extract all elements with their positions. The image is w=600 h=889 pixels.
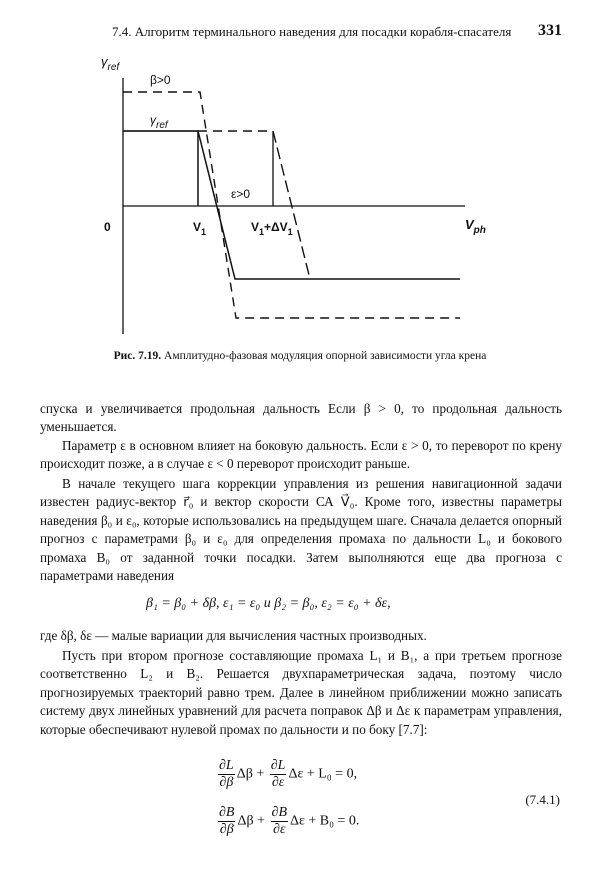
equation-variations: β₁ = β₀ + δβ, ε₁ = ε₀ и β₂ = β₀, ε₂ = ε₀ + δε, (146, 596, 391, 611)
v1-label: $V_1$ (193, 220, 207, 237)
paragraph-2 (40, 437, 562, 474)
reference-curve-solid (123, 131, 198, 206)
fraction-dB-deps: $\frac{\partial B}{\partial\varepsilon}$ (271, 805, 287, 837)
origin-label: 0 (104, 220, 111, 234)
page-number: 331 (538, 22, 562, 39)
paragraph-5 (40, 647, 562, 739)
fraction-dL-deps: $\frac{\partial L}{\partial\varepsilon}$ (270, 758, 286, 790)
paragraph-2-text: Параметр ε в основном влияет на боковую дальность. Если ε > 0, то переворот по крену происходит позже, а в случае ε < 0 переворот происходит раньше. (40, 438, 562, 472)
paragraph-4-text: где δβ, δε — малые вариации для вычисления частных производных. (40, 628, 427, 643)
gamma-label: $\gamma_{ref}$ (150, 113, 168, 131)
fraction-dL-dbeta: $\frac{\partial L}{\partial\beta}$ (219, 758, 234, 790)
paragraph-3-text: В начале текущего шага коррекции управления из решения навигационной задачи известен радиус-вектор r⃗₀ и вектор скорости СА V⃗₀. Кроме того, известны параметры наведения β₀ и ε₀, которые использовались на предыдущем шаге. Сначала делается опорный прогноз с параметрами β₀ и ε₀ для определения промаха по дальности L₀ и бокового промаха B₀ от заданной точки посадки. Затем выполняются еще два прогноза с параметрами наведения (40, 476, 562, 584)
beta-label: β>0 (150, 73, 171, 87)
header-title: 7.4. Алгоритм терминального наведения для посадки корабля-спасателя (112, 24, 512, 39)
caption-label: Рис. 7.19. (113, 350, 162, 362)
equation-number: (7.4.1) (525, 792, 560, 807)
y-axis-label: $\gamma_{ref}$ (101, 54, 120, 73)
caption-text: Амплитудно-фазовая модуляция опорной зависимости угла крена (164, 350, 487, 362)
paragraph-1-text: спуска и увеличивается продольная дальность Если β > 0, то продольная дальность уменьшается. (40, 401, 562, 435)
paragraph-5-text: Пусть при втором прогнозе составляющие промаха L₁ и B₁, а при третьем прогнозе соответственно L₂ и B₂. Решается двухпараметрическая задача, поэтому число прогнозируемых траекторий равно трем. Далее в линейном приближении можно записать систему двух линейных уравнений для расчета поправок Δβ и Δε к параметрам управления, которые обеспечивают нулевой промах по дальности и по боку [7.7]: (40, 648, 562, 737)
paragraph-4 (40, 627, 562, 645)
eps-curve-drop-dashed (273, 131, 310, 279)
eps-label: ε>0 (231, 187, 251, 201)
equation-7-4-1-line2: $\frac{\partial B}{\partial\beta}$ Δβ + $\frac{\partial B}{\partial\varepsilon}$ Δε + B₀ = 0. (219, 805, 360, 837)
x-axis-label: $V_{ph}$ (465, 217, 486, 236)
paragraph-1 (40, 400, 562, 437)
figure-7-19 (0, 0, 600, 350)
equation-7-4-1-line1: $\frac{\partial L}{\partial\beta}$ Δβ + $\frac{\partial L}{\partial\varepsilon}$ Δε + L₀ = 0, (219, 758, 358, 790)
fraction-dB-dbeta: $\frac{\partial B}{\partial\beta}$ (219, 805, 235, 837)
figure-caption (0, 350, 600, 362)
paragraph-3 (40, 475, 562, 585)
v1dv-label: $V_1+\Delta V_1$ (251, 220, 293, 237)
